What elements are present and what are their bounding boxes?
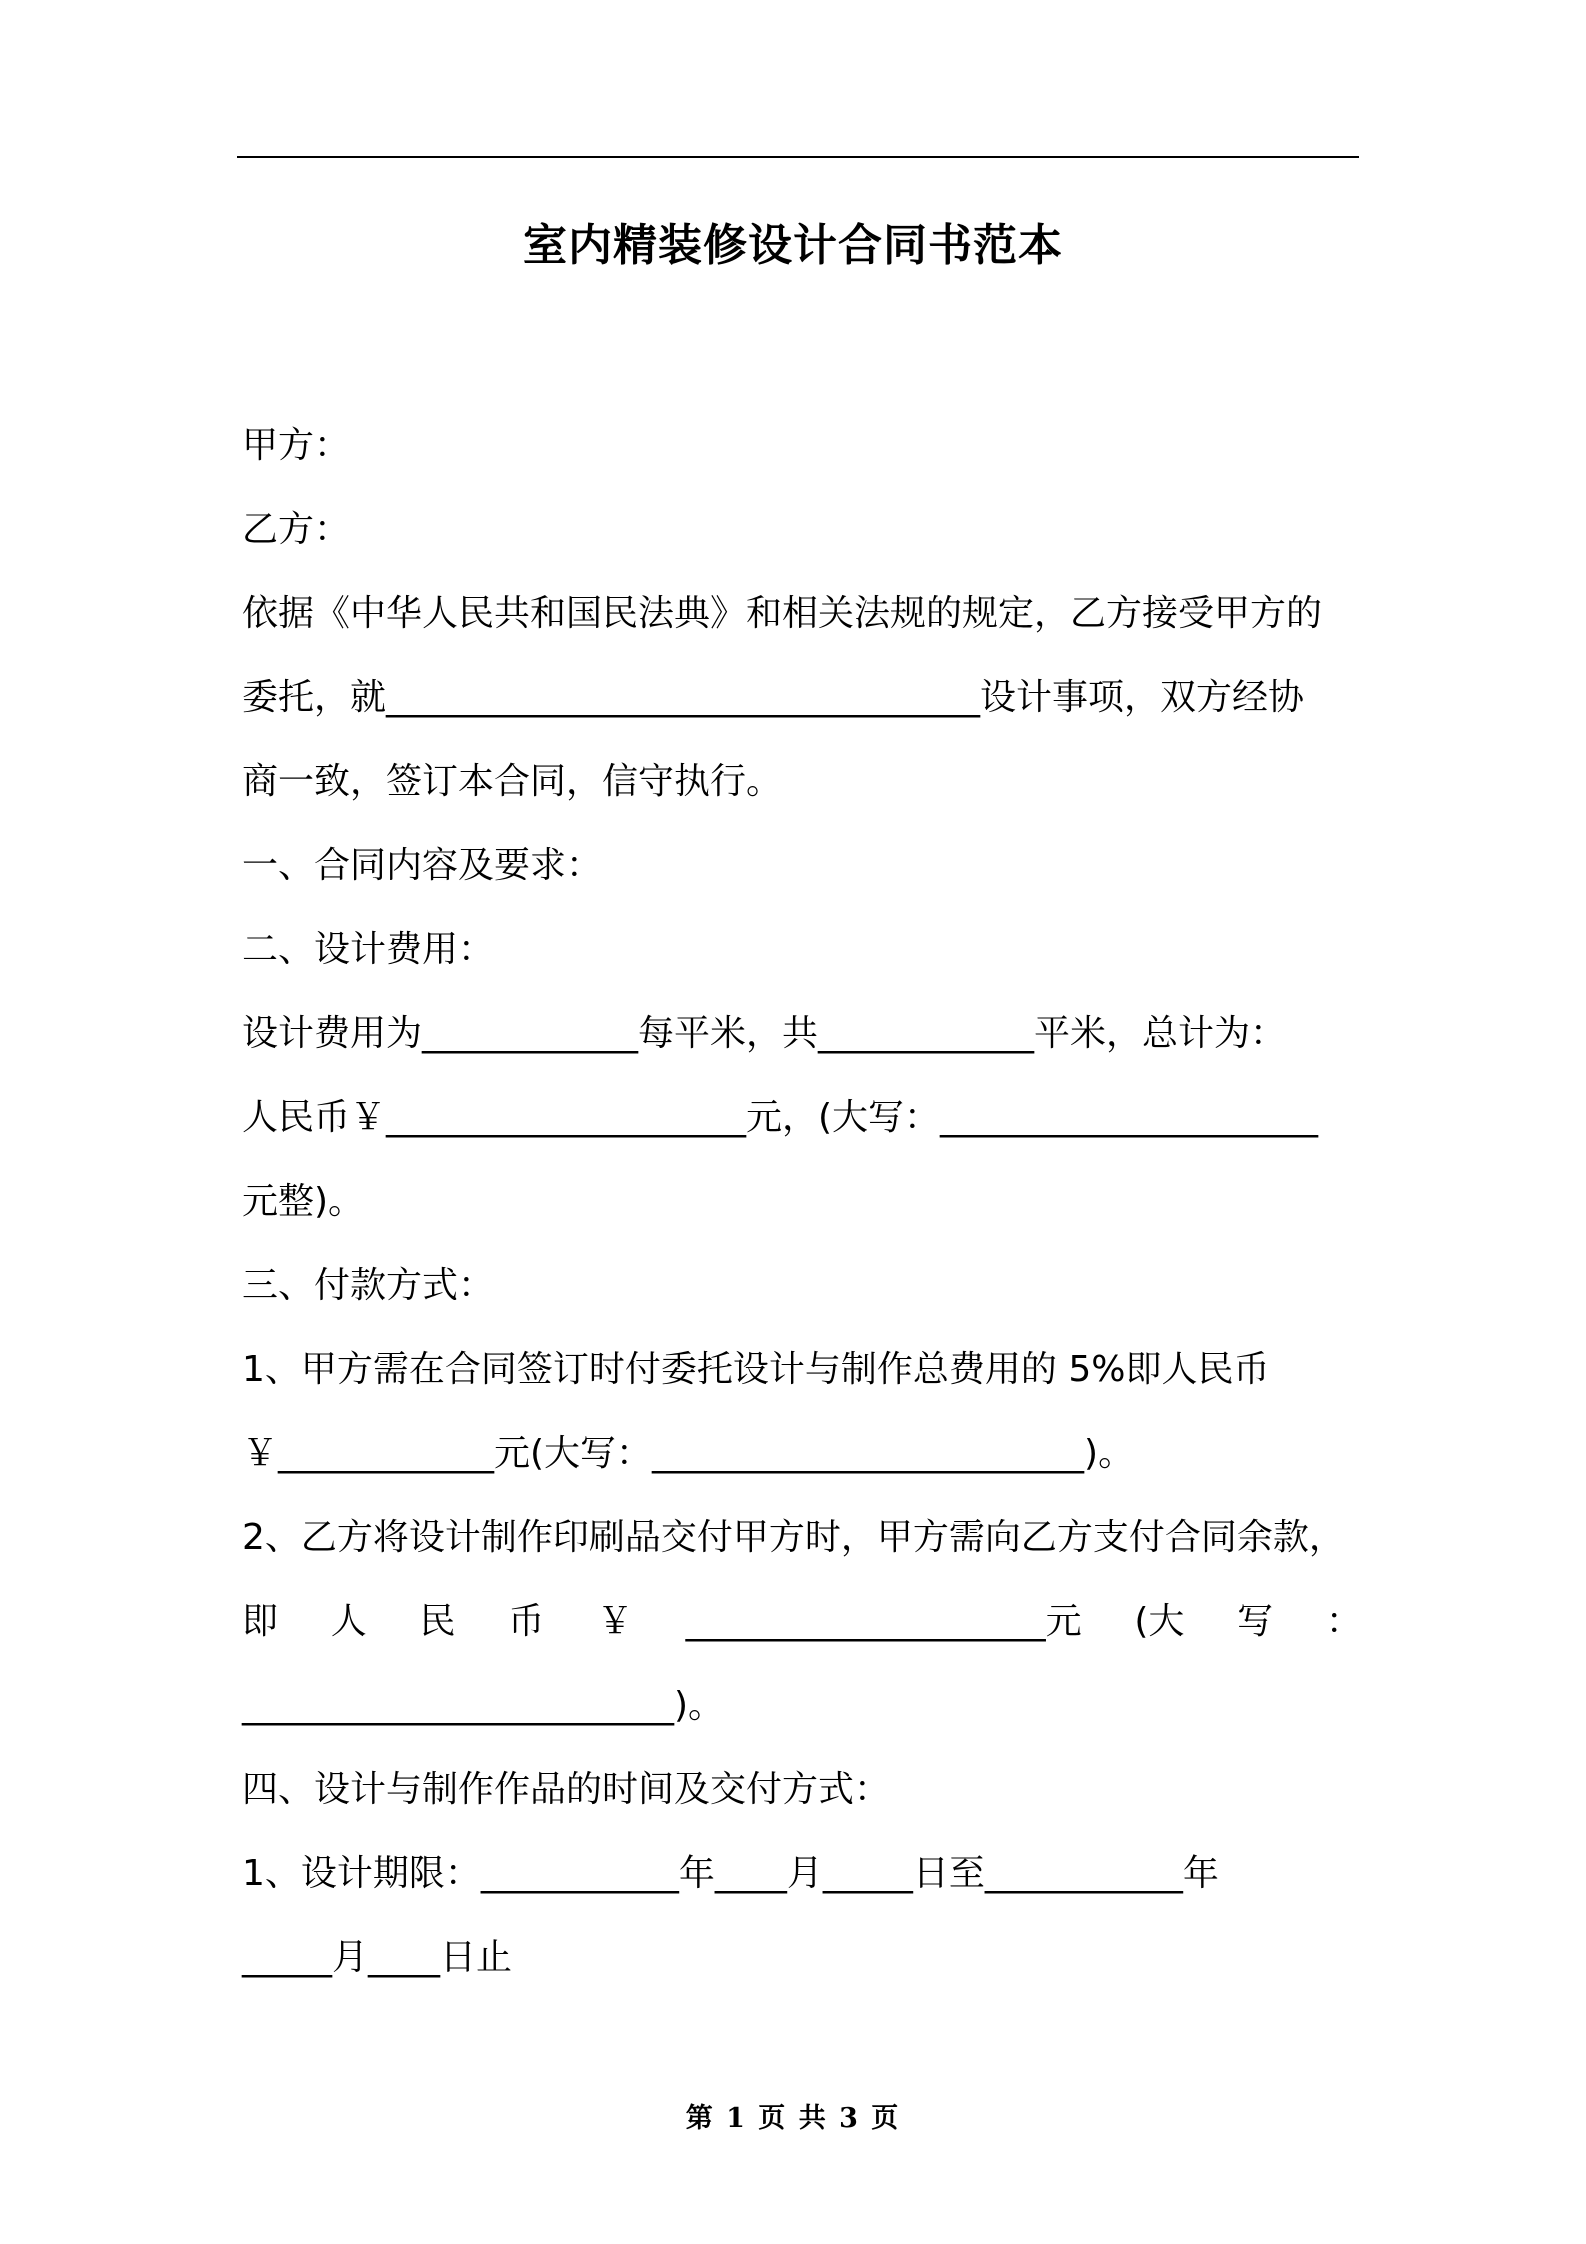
page-number: 第 1 页 共 3 页 [685, 2103, 901, 2134]
justified-part: 币 [508, 1601, 545, 1642]
justified-part: ： [1325, 1601, 1362, 1642]
payment-2-line-1: 2、乙方将设计制作印刷品交付甲方时，甲方需向乙方支付合同余款， [242, 1517, 1345, 1558]
section-4-heading: 四、设计与制作作品的时间及交付方式： [242, 1769, 891, 1810]
justified-part: (大 [1134, 1601, 1185, 1642]
justified-part: 写 [1237, 1601, 1274, 1642]
section-2-heading: 二、设计费用： [242, 929, 495, 970]
justified-part: 人 [330, 1601, 367, 1642]
party-b-line: 乙方： [242, 509, 351, 550]
payment-1-line-1: 1、甲方需在合同签订时付委托设计与制作总费用的 5%即人民币 [242, 1349, 1270, 1390]
justified-part: ￥ [596, 1601, 633, 1642]
header-rule [237, 156, 1359, 158]
fee-line-1: 设计费用为____________每平米，共____________平米，总计为： [242, 1013, 1287, 1054]
justified-part: 即 [242, 1601, 279, 1642]
justified-part: 民 [419, 1601, 456, 1642]
schedule-line-2: _____月____日止 [242, 1937, 513, 1978]
fee-line-3: 元整)。 [242, 1181, 365, 1222]
payment-2-line-2 [242, 1580, 1362, 1664]
document-body [242, 404, 1362, 2000]
preamble-line-1: 依据《中华人民共和国民法典》和相关法规的规定，乙方接受甲方的 [242, 593, 1323, 634]
document-title: 室内精装修设计合同书范本 [523, 220, 1063, 271]
payment-1-line-2: ￥____________元(大写：________________________)。 [242, 1433, 1135, 1474]
schedule-line-1: 1、设计期限：___________年____月_____日至___________年 [242, 1853, 1219, 1894]
section-1-heading: 一、合同内容及要求： [242, 845, 603, 886]
preamble-line-3: 商一致，签订本合同，信守执行。 [242, 761, 783, 802]
justified-part: ____________________元 [685, 1601, 1082, 1642]
fee-line-2: 人民币￥____________________元，(大写：_____________________ [242, 1097, 1319, 1138]
preamble-line-2: 委托，就_________________________________设计事项，双方经协 [242, 677, 1305, 718]
section-3-heading: 三、付款方式： [242, 1265, 495, 1306]
payment-2-line-3: ________________________)。 [242, 1685, 725, 1726]
party-a-line: 甲方： [242, 425, 351, 466]
